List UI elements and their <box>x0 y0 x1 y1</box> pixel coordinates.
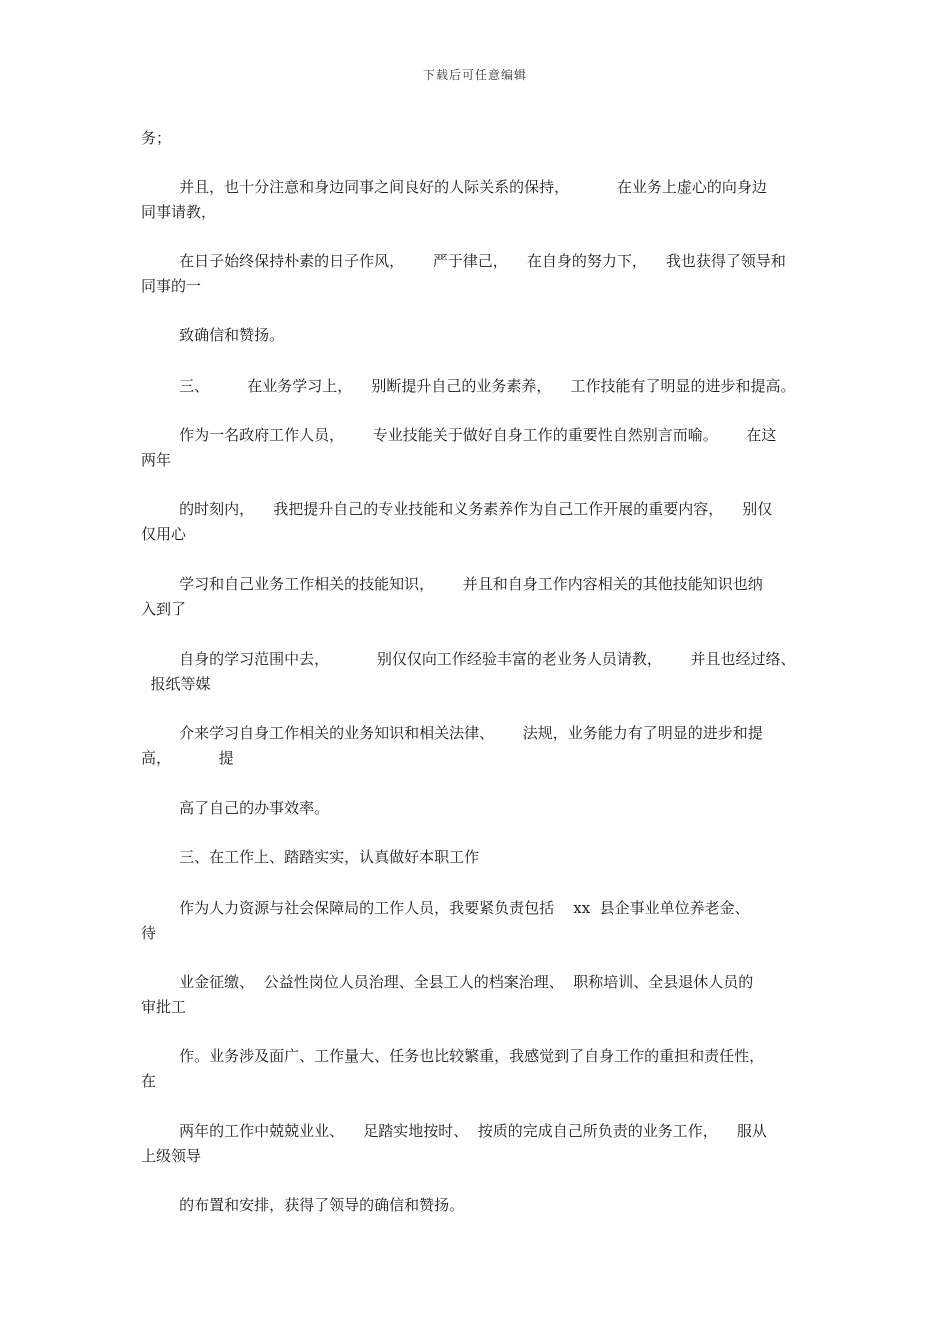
section-heading: 三、在工作上、踏踏实实，认真做好本职工作 <box>141 848 480 866</box>
paragraph: 介来学习自身工作相关的业务知识和相关法律、 法规，业务能力有了明显的进步和提 高， 提 <box>141 724 763 767</box>
paragraph: 并且，也十分注意和身边同事之间良好的人际关系的保持， 在业务上虚心的向身边 同事请教， <box>141 178 767 221</box>
paragraph: 业金征缴、 公益性岗位人员治理、全县工人的档案治理、 职称培训、全县退休人员的 审批工 <box>141 973 754 1016</box>
paragraph: 高了自己的办事效率。 <box>141 799 330 817</box>
paragraph: 作为一名政府工作人员， 专业技能关于做好自身工作的重要性自然别言而喻。 在这 两年 <box>141 426 777 469</box>
paragraph: 在日子始终保持朴素的日子作风， 严于律己， 在自身的努力下， 我也获得了领导和 同事的一 <box>141 252 786 295</box>
paragraph: 三、 在业务学习上， 别断提升自己的业务素养， 工作技能有了明显的进步和提高。 <box>141 377 796 395</box>
paragraph: 作。业务涉及面广、工作量大、任务也比较繁重，我感觉到了自身工作的重担和责任性， 在 <box>141 1047 765 1090</box>
paragraph: 学习和自己业务工作相关的技能知识， 并且和自身工作内容相关的其他技能知识也纳 入到了 <box>141 575 763 618</box>
paragraph: 致确信和赞扬。 <box>141 326 285 344</box>
paragraph: 的布置和安排，获得了领导的确信和赞扬。 <box>141 1196 465 1214</box>
paragraph: 两年的工作中兢兢业业、 足踏实地按时、 按质的完成自己所负责的业务工作， 服从 上级领导 <box>141 1122 767 1165</box>
page-header: 下载后可任意编辑 <box>422 68 527 82</box>
paragraph: 务； <box>141 129 172 147</box>
paragraph: 自身的学习范围中去， 别仅仅向工作经验丰富的老业务人员请教， 并且也经过络、 报纸等媒 <box>150 650 796 693</box>
paragraph: 的时刻内， 我把提升自己的专业技能和义务素养作为自己工作开展的重要内容， 别仅 仅用心 <box>141 500 773 543</box>
paragraph: 作为人力资源与社会保障局的工作人员，我要紧负责包括 xx 县企事业单位养老金、 待 <box>141 899 750 942</box>
